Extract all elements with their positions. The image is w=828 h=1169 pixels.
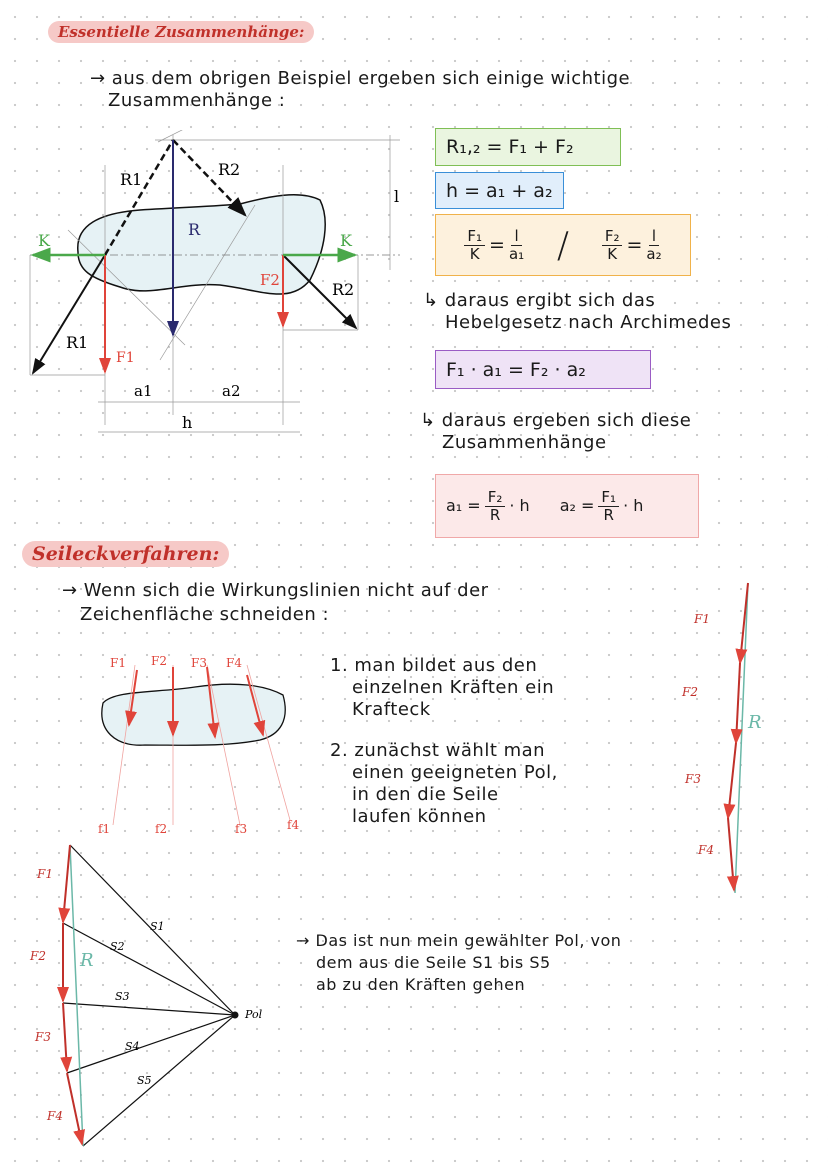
label-a1: a1 [134, 382, 153, 400]
pole-note: → Das ist nun mein gewählter Pol, von dem aus die Seile S1 bis S5 ab zu den Kräften gehen [296, 931, 622, 994]
label-r2-bottom: R2 [332, 280, 355, 299]
intro-text: Zeichenfläche schneiden : [80, 604, 330, 625]
label-force: F1 [694, 612, 710, 626]
step-2-text: 2. zunächst wählt man einen geeigneten Pol, in den die Seile laufen können [330, 740, 558, 827]
step-1-text: 1. man bildet aus den einzelnen Kräften ein Krafteck [330, 655, 555, 720]
intro-text: → Wenn sich die Wirkungslinien nicht auf der [62, 580, 489, 601]
label-line: f4 [287, 818, 300, 832]
label-r2-top: R2 [218, 160, 241, 179]
label-r1-top: R1 [120, 170, 143, 189]
body-forces-diagram [85, 645, 315, 845]
note-text: Zusammenhänge [442, 432, 607, 453]
formula-ratio-box: $\frac{\text{F₁}}{K}$ = $\frac{l}{\text{a₁}}$ / $\frac{\text{F₂}}{K}$ = $\frac{l}{\text{a₂}}$ [435, 214, 691, 276]
note-text: ↳ daraus ergibt sich das [423, 290, 656, 311]
note-text: Hebelgesetz nach Archimedes [445, 312, 732, 333]
label-resultant: R [80, 950, 94, 971]
label-a2: a2 [222, 382, 241, 400]
formula-h-box: h = a₁ + a₂ [435, 172, 564, 209]
label-force: F4 [698, 843, 714, 857]
intro-text: Zusammenhänge : [108, 90, 286, 111]
label-k-right: K [340, 231, 352, 250]
label-pole: Pol [245, 1008, 263, 1021]
pole-diagram [25, 838, 295, 1158]
formula-a-box: a₁ = $\frac{\text{F₂}}{R}$ · h a₂ = $\frac{\text{F₁}}{R}$ · h [435, 474, 699, 538]
force-polygon-diagram [680, 578, 770, 898]
label-line: f1 [98, 822, 111, 836]
formula-lever-box: F₁ · a₁ = F₂ · a₂ [435, 350, 651, 389]
section-heading-essentials: Essentielle Zusammenhänge: [48, 21, 314, 43]
label-f1: F1 [116, 350, 135, 366]
label-force: F3 [35, 1030, 51, 1044]
label-l: l [394, 187, 400, 206]
label-force: F1 [110, 656, 126, 670]
rigid-body-shape [78, 195, 325, 294]
label-h: h [182, 413, 193, 432]
label-force: F4 [226, 656, 242, 670]
label-force: F3 [685, 772, 701, 786]
label-line: f2 [155, 822, 168, 836]
label-resultant: R [748, 712, 762, 733]
section-heading-seileck: Seileckverfahren: [22, 541, 229, 567]
label-force: F2 [30, 949, 46, 963]
label-r: R [188, 220, 201, 239]
label-force: F2 [682, 685, 698, 699]
label-f2: F2 [260, 271, 280, 289]
note-text: ↳ daraus ergeben sich diese [420, 410, 692, 431]
label-rope: S1 [150, 920, 165, 933]
label-r1-bottom: R1 [66, 333, 89, 352]
label-rope: S4 [125, 1040, 140, 1053]
label-force: F2 [151, 654, 167, 668]
label-rope: S3 [115, 990, 130, 1003]
label-force: F1 [37, 867, 53, 881]
intro-text: → aus dem obrigen Beispiel ergeben sich einige wichtige [90, 68, 631, 89]
label-rope: S5 [137, 1074, 152, 1087]
label-k-left: K [38, 231, 50, 250]
label-force: F3 [191, 656, 207, 670]
lever-diagram [0, 130, 420, 440]
label-rope: S2 [110, 940, 125, 953]
label-force: F4 [47, 1109, 63, 1123]
formula-resultant-box: R₁,₂ = F₁ + F₂ [435, 128, 621, 166]
label-line: f3 [235, 822, 248, 836]
